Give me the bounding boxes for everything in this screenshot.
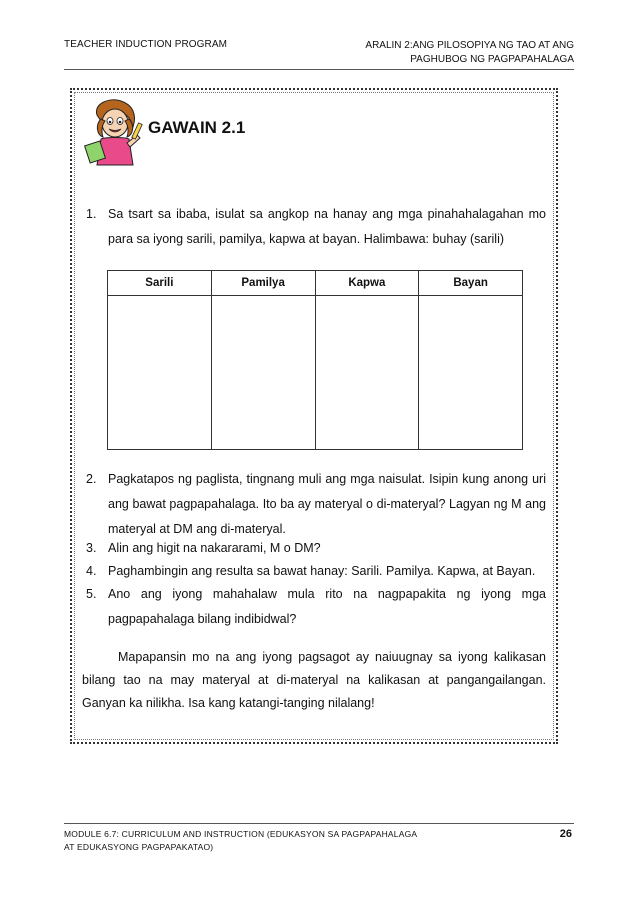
footer-divider xyxy=(64,823,574,824)
list-item-number: 5. xyxy=(86,587,97,601)
activity-title: GAWAIN 2.1 xyxy=(148,118,246,137)
header-lesson-line1: ARALIN 2:ANG PILOSOPIYA NG TAO AT ANG xyxy=(365,40,574,51)
closing-paragraph: Mapapansin mo na ang iyong pagsagot ay naiuugnay sa iyong kalikasan bilang tao na may materyal at di-materyal na kalikasan at pangangailangan. Ganyan ka nilikha. Isa kang katangi-tanging nilalang! xyxy=(82,650,546,710)
footer-line2: AT EDUKASYONG PAGPAPAKATAO) xyxy=(64,842,214,852)
list-item xyxy=(86,536,546,561)
footer-line1: MODULE 6.7: CURRICULUM AND INSTRUCTION (EDUKASYON SA PAGPAPAHALAGA xyxy=(64,829,418,839)
values-chart-table xyxy=(107,270,523,450)
list-item-number: 3. xyxy=(86,541,97,555)
list-item-text: Alin ang higit na nakararami, M o DM? xyxy=(108,541,321,555)
header-program-title: TEACHER INDUCTION PROGRAM xyxy=(64,39,228,50)
list-item xyxy=(86,559,546,584)
page-number: 26 xyxy=(559,828,572,840)
list-item xyxy=(86,467,546,542)
list-item-text: Pagkatapos ng paglista, tingnang muli ang mga naisulat. Isipin kung anong uri ang bawat pagpapahalaga. Ito ba ay materyal o di-materyal? Lagyan ng M ang materyal at DM ang di-materyal. xyxy=(108,472,546,536)
table-row xyxy=(108,296,523,450)
list-item-text: Sa tsart sa ibaba, isulat sa angkop na hanay ang mga pinahahalagahan mo para sa iyong sarili, pamilya, kapwa at bayan. Halimbawa: buhay (sarili) xyxy=(108,207,546,246)
footer-module-title xyxy=(64,828,417,854)
answer-cell-sarili[interactable] xyxy=(108,296,212,450)
list-item xyxy=(86,582,546,632)
list-item-number: 1. xyxy=(86,207,97,221)
list-item xyxy=(86,202,546,252)
list-item-text: Ano ang iyong mahahalaw mula rito na nagpapakita ng iyong mga pagpapahalaga bilang indibidwal? xyxy=(108,587,546,626)
answer-cell-bayan[interactable] xyxy=(419,296,523,450)
column-header-pamilya: Pamilya xyxy=(211,271,315,296)
list-item-number: 4. xyxy=(86,564,97,578)
column-header-sarili: Sarili xyxy=(108,271,212,296)
column-header-bayan: Bayan xyxy=(419,271,523,296)
list-item-text: Paghambingin ang resulta sa bawat hanay: Sarili. Pamilya. Kapwa, at Bayan. xyxy=(108,564,536,578)
header-divider xyxy=(64,69,574,70)
answer-cell-pamilya[interactable] xyxy=(211,296,315,450)
answer-cell-kapwa[interactable] xyxy=(315,296,419,450)
header-lesson-line2: PAGHUBOG NG PAGPAPAHALAGA xyxy=(410,54,574,65)
header-lesson-title xyxy=(365,39,574,67)
teacher-cartoon-icon xyxy=(83,97,147,167)
list-item-number: 2. xyxy=(86,472,97,486)
table-header-row xyxy=(108,271,523,296)
column-header-kapwa: Kapwa xyxy=(315,271,419,296)
